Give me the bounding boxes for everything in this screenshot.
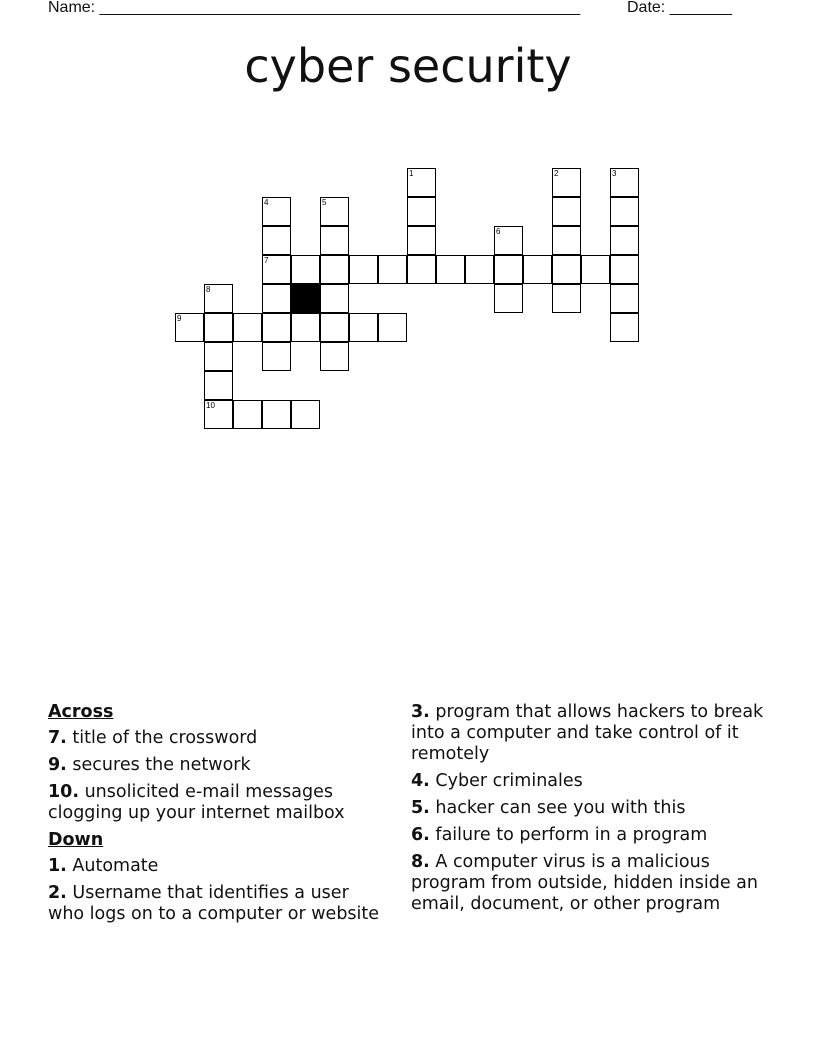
cell-number: 7 xyxy=(264,256,269,265)
clue-down-8 xyxy=(411,852,771,915)
clue-down-6 xyxy=(411,825,771,846)
crossword-cell[interactable] xyxy=(610,313,639,342)
cell-number: 8 xyxy=(206,285,211,294)
crossword-cell[interactable] xyxy=(262,255,291,284)
crossword-cell[interactable] xyxy=(204,400,233,429)
clue-number: 7. xyxy=(48,728,67,748)
crossword-cell[interactable] xyxy=(204,284,233,313)
clue-text: title of the crossword xyxy=(72,728,258,748)
clue-across-7 xyxy=(48,728,388,749)
date-field-label: Date: _______ xyxy=(627,0,732,16)
crossword-cell[interactable] xyxy=(262,313,291,342)
crossword-cell[interactable] xyxy=(320,342,349,371)
crossword-cell[interactable] xyxy=(175,313,204,342)
crossword-cell[interactable] xyxy=(349,255,378,284)
crossword-cell[interactable] xyxy=(610,226,639,255)
crossword-cell[interactable] xyxy=(523,255,552,284)
clue-number: 1. xyxy=(48,856,67,876)
crossword-cell[interactable] xyxy=(610,284,639,313)
crossword-cell[interactable] xyxy=(552,226,581,255)
clue-number: 6. xyxy=(411,825,430,845)
cell-number: 1 xyxy=(409,169,414,178)
clues-left-column xyxy=(48,702,388,931)
clue-down-2 xyxy=(48,883,388,925)
crossword-cell[interactable] xyxy=(552,197,581,226)
crossword-cell[interactable] xyxy=(610,255,639,284)
crossword-cell[interactable] xyxy=(552,255,581,284)
crossword-cell[interactable] xyxy=(262,226,291,255)
crossword-cell[interactable] xyxy=(262,342,291,371)
clue-text: unsolicited e-mail messages clogging up your internet mailbox xyxy=(48,782,345,823)
crossword-cell[interactable] xyxy=(407,168,436,197)
clue-down-3 xyxy=(411,702,771,765)
crossword-cell[interactable] xyxy=(320,313,349,342)
clue-number: 10. xyxy=(48,782,80,802)
crossword-cell[interactable] xyxy=(465,255,494,284)
name-field-label: Name: ______________________________________________________ xyxy=(48,0,581,16)
clue-text: hacker can see you with this xyxy=(435,798,686,818)
clue-text: failure to perform in a program xyxy=(435,825,708,845)
cell-number: 5 xyxy=(322,198,327,207)
clue-down-1 xyxy=(48,856,388,877)
crossword-cell[interactable] xyxy=(494,255,523,284)
clue-text: program that allows hackers to break into a computer and take control of it remotely xyxy=(411,702,764,764)
crossword-cell[interactable] xyxy=(262,400,291,429)
clue-number: 5. xyxy=(411,798,430,818)
crossword-cell[interactable] xyxy=(204,342,233,371)
crossword-cell[interactable] xyxy=(581,255,610,284)
crossword-cell[interactable] xyxy=(233,400,262,429)
crossword-cell[interactable] xyxy=(320,255,349,284)
across-heading: Across xyxy=(48,702,114,722)
cell-number: 10 xyxy=(206,401,215,410)
crossword-cell[interactable] xyxy=(291,313,320,342)
clue-text: Automate xyxy=(72,856,159,876)
crossword-cell[interactable] xyxy=(320,226,349,255)
crossword-cell[interactable] xyxy=(291,255,320,284)
crossword-cell[interactable] xyxy=(378,255,407,284)
crossword-cell[interactable] xyxy=(349,313,378,342)
crossword-cell[interactable] xyxy=(262,284,291,313)
crossword-cell[interactable] xyxy=(494,284,523,313)
clue-down-5 xyxy=(411,798,771,819)
clues-right-column xyxy=(411,702,771,921)
clue-number: 2. xyxy=(48,883,67,903)
cell-number: 6 xyxy=(496,227,501,236)
cell-number: 4 xyxy=(264,198,269,207)
clue-text: secures the network xyxy=(72,755,251,775)
crossword-cell[interactable] xyxy=(291,400,320,429)
crossword-cell[interactable] xyxy=(552,284,581,313)
crossword-cell[interactable] xyxy=(320,197,349,226)
cell-number: 2 xyxy=(554,169,559,178)
clue-down-4 xyxy=(411,771,771,792)
crossword-cell[interactable] xyxy=(204,313,233,342)
crossword-cell[interactable] xyxy=(378,313,407,342)
crossword-block-cell xyxy=(291,284,320,313)
clue-number: 4. xyxy=(411,771,430,791)
crossword-cell[interactable] xyxy=(407,197,436,226)
crossword-cell[interactable] xyxy=(610,168,639,197)
clue-across-10 xyxy=(48,782,388,824)
down-heading: Down xyxy=(48,830,104,850)
crossword-cell[interactable] xyxy=(407,255,436,284)
clue-number: 9. xyxy=(48,755,67,775)
page-title: cyber security xyxy=(244,39,572,93)
clue-number: 3. xyxy=(411,702,430,722)
crossword-cell[interactable] xyxy=(436,255,465,284)
crossword-cell[interactable] xyxy=(494,226,523,255)
clue-text: Username that identifies a user who logs on to a computer or website xyxy=(48,883,380,924)
crossword-grid xyxy=(0,0,816,440)
crossword-cell[interactable] xyxy=(320,284,349,313)
crossword-cell[interactable] xyxy=(610,197,639,226)
cell-number: 9 xyxy=(177,314,182,323)
crossword-cell[interactable] xyxy=(262,197,291,226)
crossword-cell[interactable] xyxy=(233,313,262,342)
clue-text: A computer virus is a malicious program from outside, hidden inside an email, document, or other program xyxy=(411,852,758,914)
crossword-cell[interactable] xyxy=(552,168,581,197)
clue-text: Cyber criminales xyxy=(435,771,583,791)
crossword-cell[interactable] xyxy=(204,371,233,400)
cell-number: 3 xyxy=(612,169,617,178)
crossword-cell[interactable] xyxy=(407,226,436,255)
clue-number: 8. xyxy=(411,852,430,872)
clue-across-9 xyxy=(48,755,388,776)
